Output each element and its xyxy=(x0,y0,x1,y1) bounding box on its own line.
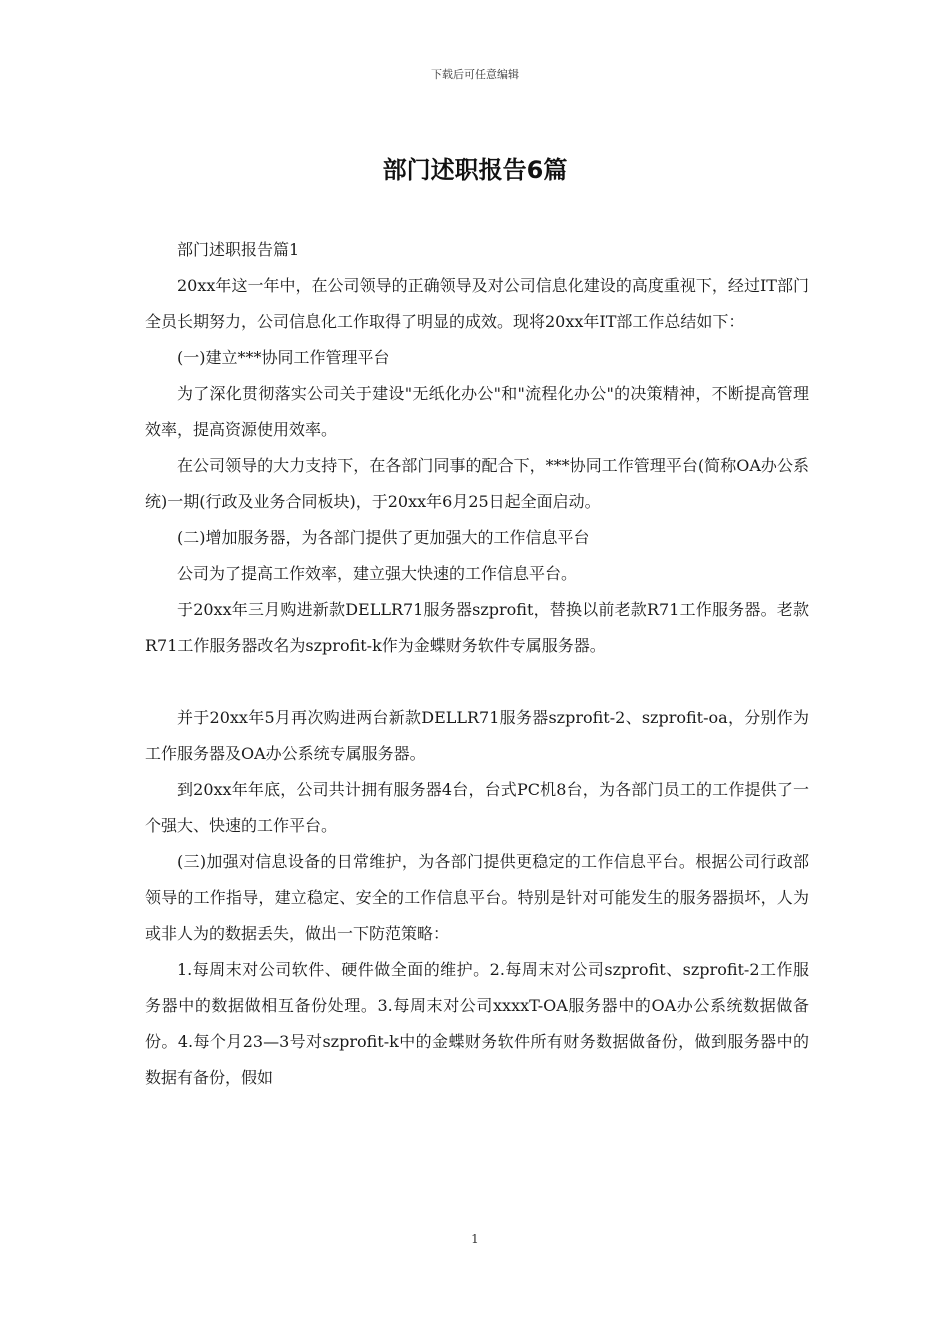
paragraph: 在公司领导的大力支持下，在各部门同事的配合下，***协同工作管理平台(简称OA办公系统)一期(行政及业务合同板块)，于20xx年6月25日起全面启动。 xyxy=(145,456,809,511)
paragraph: 公司为了提高工作效率，建立强大快速的工作信息平台。 xyxy=(177,564,578,583)
paragraph: 1.每周末对公司软件、硬件做全面的维护。2.每周末对公司szprofit、szprofit-2工作服务器中的数据做相互备份处理。3.每周末对公司xxxxT-OA服务器中的OA办公系统数据做备份。4.每个月23—3号对szprofit-k中的金蝶财务软件所有财务数据做备份，做到服务器中的数据有备份，假如 xyxy=(145,960,809,1087)
paragraph-intro: 20xx年这一年中，在公司领导的正确领导及对公司信息化建设的高度重视下，经过IT部门全员长期努力，公司信息化工作取得了明显的成效。现将20xx年IT部工作总结如下： xyxy=(145,276,809,331)
paragraph: 并于20xx年5月再次购进两台新款DELLR71服务器szprofit-2、szprofit-oa，分别作为工作服务器及OA办公系统专属服务器。 xyxy=(145,708,809,763)
paragraph-heading-two: (二)增加服务器，为各部门提供了更加强大的工作信息平台 xyxy=(177,528,590,547)
paragraph-heading-three: (三)加强对信息设备的日常维护，为各部门提供更稳定的工作信息平台。根据公司行政部领导的工作指导，建立稳定、安全的工作信息平台。特别是针对可能发生的服务器损坏，人为或非人为的数据丢失，做出一下防范策略： xyxy=(145,852,809,943)
paragraph-heading-one: (一)建立***协同工作管理平台 xyxy=(177,348,390,367)
paragraph: 于20xx年三月购进新款DELLR71服务器szprofit，替换以前老款R71工作服务器。老款R71工作服务器改名为szprofit-k作为金蝶财务软件专属服务器。 xyxy=(145,600,809,655)
paragraph-section-heading: 部门述职报告篇1 xyxy=(177,240,300,259)
document-title: 部门述职报告6篇 xyxy=(382,156,568,184)
paragraph: 为了深化贯彻落实公司关于建设"无纸化办公"和"流程化办公"的决策精神，不断提高管理效率，提高资源使用效率。 xyxy=(145,384,809,439)
page-number: 1 xyxy=(471,1232,479,1246)
header-note: 下载后可任意编辑 xyxy=(431,68,519,81)
paragraph: 到20xx年年底，公司共计拥有服务器4台，台式PC机8台，为各部门员工的工作提供了一个强大、快速的工作平台。 xyxy=(145,780,809,835)
document-body xyxy=(145,232,809,1096)
